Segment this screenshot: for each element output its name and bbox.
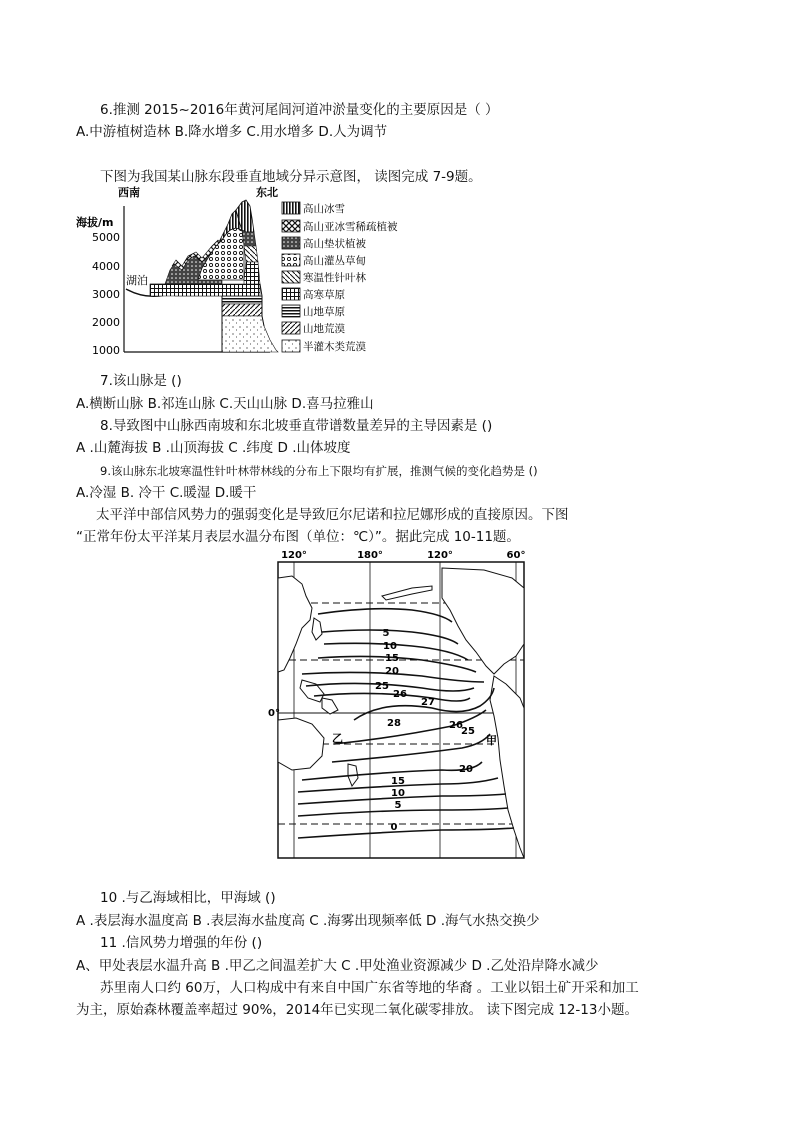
q9-options: A.冷湿 B. 冷干 C.暖湿 D.暖干 <box>76 485 257 501</box>
legend-item <box>282 305 345 318</box>
point-yi-label: 乙 <box>332 732 343 745</box>
legend-label: 高山亚冰雪稀疏植被 <box>303 221 398 233</box>
pacific-sst-map <box>262 548 540 862</box>
q6-stem: 6.推测 2015~2016年黄河尾闾河道冲淤量变化的主要原因是（ ） <box>100 102 499 118</box>
legend-item <box>282 340 366 353</box>
isotherm-label: 20 <box>385 666 399 677</box>
y-tick-1000: 1000 <box>92 344 120 357</box>
legend-item <box>282 254 366 267</box>
isotherm-label: 20 <box>459 764 473 775</box>
legend-label: 高山冰雪 <box>303 203 345 215</box>
isotherm-label: 27 <box>421 697 435 708</box>
intro-12-13-line2: 为主，原始森林覆盖率超过 90%，2014年已实现二氧化碳零排放。 读下图完成 12-13小题。 <box>76 1002 638 1018</box>
isotherm-label: 10 <box>391 788 405 799</box>
y-axis-label: 海拔/m <box>76 216 114 229</box>
q10-options: A .表层海水温度高 B .表层海水盐度高 C .海雾出现频率低 D .海气水热交换少 <box>76 913 540 929</box>
isotherm-label: 10 <box>383 641 397 652</box>
q11-options: A、甲处表层水温升高 B .甲乙之间温差扩大 C .甲处渔业资源减少 D .乙处沿岸降水减少 <box>76 958 599 974</box>
legend-label: 山地草原 <box>303 306 345 318</box>
intro-12-13-line1: 苏里南人口约 60万，人口构成中有来自中国广东省等地的华裔 。工业以铝土矿开采和加工 <box>100 980 639 996</box>
legend-label: 山地荒漠 <box>303 323 345 335</box>
lon-label: 60° <box>506 550 526 561</box>
q8-stem: 8.导致图中山脉西南坡和东北坡垂直带谱数量差异的主导因素是 () <box>100 418 493 434</box>
q8-options: A .山麓海拔 B .山顶海拔 C .纬度 D .山体坡度 <box>76 440 351 456</box>
legend-label: 高山灌丛草甸 <box>303 255 366 267</box>
intro-7-9: 下图为我国某山脉东段垂直地域分异示意图， 读图完成 7-9题。 <box>100 169 482 185</box>
isotherm-label: 26 <box>449 720 463 731</box>
isotherm-label: 15 <box>391 776 405 787</box>
intro-10-11-line1: 太平洋中部信风势力的强弱变化是导致厄尔尼诺和拉尼娜形成的直接原因。下图 <box>96 507 569 523</box>
legend-item <box>282 322 345 335</box>
isotherm-label: 5 <box>382 628 390 639</box>
y-tick-5000: 5000 <box>92 231 120 244</box>
isotherm-label: 25 <box>461 726 475 737</box>
lon-label: 120° <box>281 550 307 561</box>
equator-label: 0° <box>268 708 280 719</box>
isotherm-label: 28 <box>387 718 401 729</box>
isotherm-label: 26 <box>393 689 407 700</box>
intro-10-11-line2: “正常年份太平洋某月表层水温分布图（单位：℃）”。据此完成 10-11题。 <box>76 529 520 545</box>
q10-stem: 10 .与乙海域相比，甲海域 () <box>100 890 276 906</box>
legend-label: 半灌木类荒漠 <box>303 341 366 353</box>
legend-item <box>282 237 366 250</box>
legend-label: 寒温性针叶林 <box>303 272 366 284</box>
isotherm-label: 25 <box>375 681 389 692</box>
point-jia-label: 甲 <box>486 734 497 747</box>
lon-label: 180° <box>357 550 383 561</box>
y-tick-2000: 2000 <box>92 316 120 329</box>
legend-label: 高山垫状植被 <box>303 238 366 250</box>
legend-item <box>282 271 366 284</box>
legend-item <box>282 288 345 301</box>
isotherm-label: 15 <box>385 653 399 664</box>
lake-label: 湖泊 <box>126 274 148 287</box>
mountain-vertical-zonation-figure <box>70 184 420 359</box>
y-tick-3000: 3000 <box>92 288 120 301</box>
legend-item <box>282 202 345 215</box>
q11-stem: 11 .信风势力增强的年份 () <box>100 935 263 951</box>
legend-label: 高寒草原 <box>303 289 345 301</box>
y-tick-4000: 4000 <box>92 260 120 273</box>
q9-stem: 9.该山脉东北坡寒温性针叶林带林线的分布上下限均有扩展，推测气候的变化趋势是 () <box>100 464 538 478</box>
lon-label: 120° <box>427 550 453 561</box>
q6-options: A.中游植树造林 B.降水增多 C.用水增多 D.人为调节 <box>76 124 388 140</box>
direction-southwest: 西南 <box>118 186 140 199</box>
isotherm-label: 0 <box>390 822 398 833</box>
legend-item <box>282 220 398 233</box>
isotherm-label: 5 <box>394 800 402 811</box>
q7-options: A.横断山脉 B.祁连山脉 C.天山山脉 D.喜马拉雅山 <box>76 396 374 412</box>
legend <box>282 202 398 353</box>
direction-northeast: 东北 <box>256 186 278 199</box>
q7-stem: 7.该山脉是 () <box>100 373 182 389</box>
